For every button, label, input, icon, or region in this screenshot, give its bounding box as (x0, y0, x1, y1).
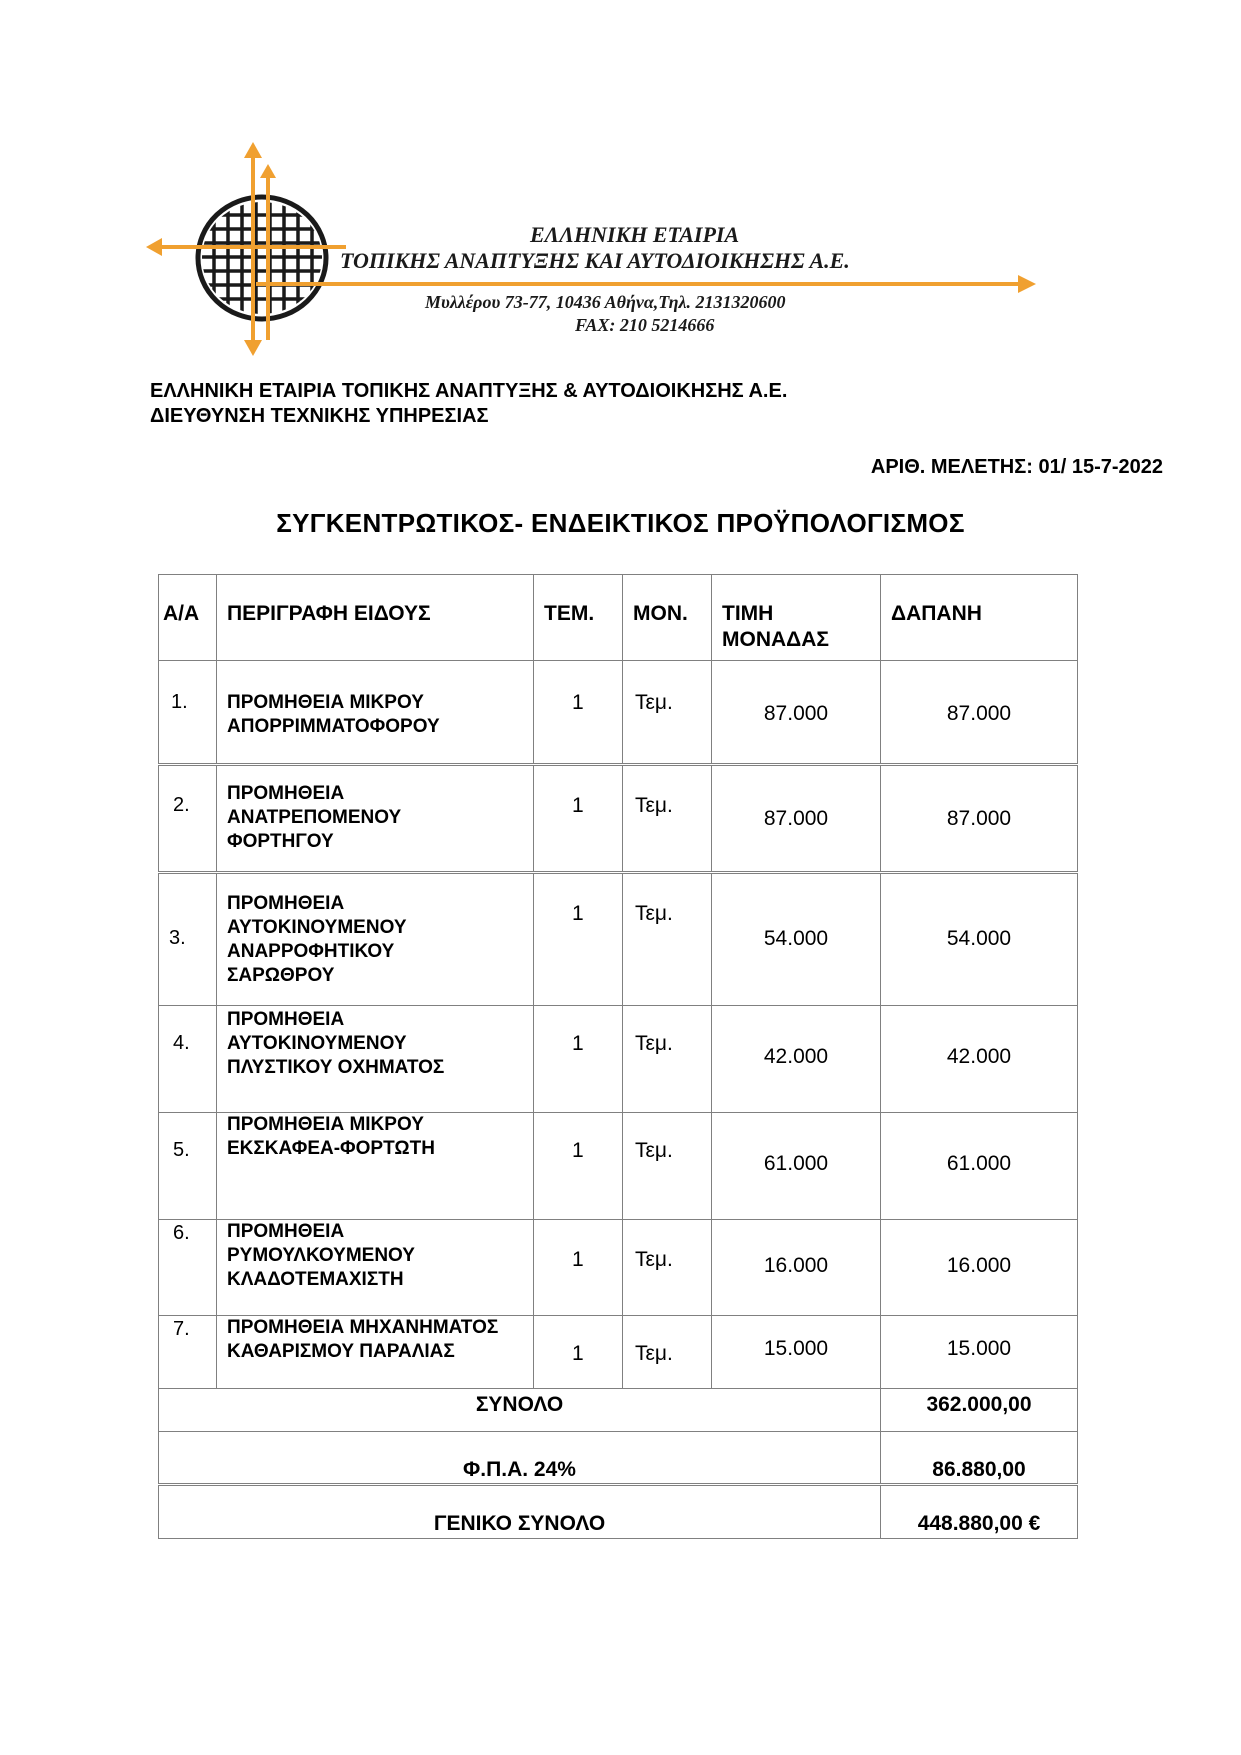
globe-icon (198, 197, 326, 322)
item-qty: 1 (572, 1248, 584, 1271)
organization-name: ΕΛΛΗΝΙΚΗ ΕΤΑΙΡΙΑ ΤΟΠΙΚΗΣ ΑΝΑΠΤΥΞΗΣ & ΑΥΤΟΔΙΟΙΚΗΣΗΣ Α.Ε. (150, 380, 788, 402)
item-qty: 1 (572, 794, 584, 817)
item-cost: 87.000 (946, 807, 1012, 830)
item-description: ΠΡΟΜΗΘΕΙΑ ΜΙΚΡΟΥ ΕΚΣΚΑΦΕΑ-ΦΟΡΤΩΤΗ (227, 1114, 435, 1159)
item-qty: 1 (572, 902, 584, 925)
item-qty: 1 (572, 1139, 584, 1162)
item-unit: Τεμ. (635, 794, 673, 817)
item-cost: 54.000 (946, 927, 1012, 950)
letterhead-address: Μυλλέρου 73-77, 10436 Αθήνα,Τηλ. 2131320600 (425, 292, 786, 312)
vat-value: 86.880,00 (932, 1458, 1026, 1481)
item-description: ΠΡΟΜΗΘΕΙΑ ΜΗΧΑΝΗΜΑΤΟΣ ΚΑΘΑΡΙΣΜΟΥ ΠΑΡΑΛΙΑΣ (227, 1317, 499, 1362)
item-cost: 87.000 (946, 702, 1012, 725)
table-row (159, 1113, 1078, 1220)
header-unit-price: ΤΙΜΗ ΜΟΝΑΔΑΣ (722, 602, 830, 651)
grand-total-label: ΓΕΝΙΚΟ ΣΥΝΟΛΟ (433, 1512, 606, 1535)
total-row (159, 1389, 1078, 1432)
item-unit: Τεμ. (635, 1342, 673, 1365)
table-row (159, 661, 1078, 765)
item-unit-price: 54.000 (763, 927, 829, 950)
item-unit-price: 16.000 (763, 1254, 829, 1277)
header-cell (217, 575, 534, 661)
item-cost: 42.000 (946, 1045, 1012, 1068)
table-row (159, 1220, 1078, 1316)
grand-total-value: 448.880,00 € (917, 1512, 1041, 1535)
item-unit: Τεμ. (635, 1139, 673, 1162)
table-row (159, 873, 1078, 1006)
item-unit: Τεμ. (635, 1032, 673, 1055)
header-cell (623, 575, 712, 661)
item-description: ΠΡΟΜΗΘΕΙΑ ΡΥΜΟΥΛΚΟΥΜΕΝΟΥ ΚΛΑΔΟΤΕΜΑΧΙΣΤΗ (227, 1221, 415, 1290)
vat-row (159, 1432, 1078, 1485)
letterhead-company-line2: ΤΟΠΙΚΗΣ ΑΝΑΠΤΥΞΗΣ ΚΑΙ ΑΥΤΟΔΙΟΙΚΗΣΗΣ Α.Ε. (340, 248, 850, 273)
header-unit: ΜΟΝ. (633, 602, 688, 625)
row-number: 1. (171, 691, 188, 713)
header-qty: ΤΕΜ. (544, 602, 595, 625)
total-value: 362.000,00 (926, 1393, 1032, 1416)
header-cell (159, 575, 217, 661)
study-number: ΑΡΙΘ. ΜΕΛΕΤΗΣ: 01/ 15-7-2022 (870, 456, 1163, 478)
item-qty: 1 (572, 691, 584, 714)
item-unit: Τεμ. (635, 902, 673, 925)
item-description: ΠΡΟΜΗΘΕΙΑ ΑΥΤΟΚΙΝΟΥΜΕΝΟΥ ΑΝΑΡΡΟΦΗΤΙΚΟΥ ΣΑΡΩΘΡΟΥ (227, 893, 407, 986)
item-qty: 1 (572, 1342, 584, 1365)
document-title: ΣΥΓΚΕΝΤΡΩΤΙΚΟΣ- ΕΝΔΕΙΚΤΙΚΟΣ ΠΡΟΫΠΟΛΟΓΙΣΜΟΣ (276, 508, 965, 538)
row-number: 6. (173, 1222, 190, 1244)
item-unit-price: 87.000 (763, 807, 829, 830)
table-header-row (159, 575, 1078, 661)
item-unit: Τεμ. (635, 1248, 673, 1271)
header-cell (881, 575, 1078, 661)
table-row (159, 765, 1078, 873)
total-label: ΣΥΝΟΛΟ (475, 1393, 564, 1416)
item-unit-price: 87.000 (763, 702, 829, 725)
row-number: 5. (173, 1139, 190, 1161)
vat-label: Φ.Π.Α. 24% (463, 1458, 576, 1481)
row-number: 4. (173, 1032, 190, 1054)
header-cell (712, 575, 881, 661)
item-cost: 61.000 (946, 1152, 1012, 1175)
item-unit-price: 42.000 (763, 1045, 829, 1068)
header-aa: Α/Α (163, 602, 200, 625)
row-number: 7. (173, 1318, 190, 1340)
item-unit-price: 61.000 (763, 1152, 829, 1175)
row-number: 3. (169, 927, 186, 949)
header-description: ΠΕΡΙΓΡΑΦΗ ΕΙΔΟΥΣ (227, 602, 431, 625)
item-description: ΠΡΟΜΗΘΕΙΑ ΜΙΚΡΟΥ ΑΠΟΡΡΙΜΜΑΤΟΦΟΡΟΥ (227, 692, 440, 737)
item-unit-price: 15.000 (763, 1337, 829, 1360)
table-row (159, 1316, 1078, 1389)
letterhead-company-line1: ΕΛΛΗΝΙΚΗ ΕΤΑΙΡΙΑ (530, 222, 740, 247)
item-description: ΠΡΟΜΗΘΕΙΑ ΑΥΤΟΚΙΝΟΥΜΕΝΟΥ ΠΛΥΣΤΙΚΟΥ ΟΧΗΜΑΤΟΣ (227, 1009, 445, 1078)
header-cost: ΔΑΠΑΝΗ (891, 602, 982, 625)
header-cell (534, 575, 623, 661)
table-row (159, 1006, 1078, 1113)
item-unit: Τεμ. (635, 691, 673, 714)
item-description: ΠΡΟΜΗΘΕΙΑ ΑΝΑΤΡΕΠΟΜΕΝΟΥ ΦΟΡΤΗΓΟΥ (227, 783, 402, 852)
grand-total-row (159, 1485, 1078, 1539)
item-cost: 16.000 (946, 1254, 1012, 1277)
department-name: ΔΙΕΥΘΥΝΣΗ ΤΕΧΝΙΚΗΣ ΥΠΗΡΕΣΙΑΣ (150, 405, 489, 427)
budget-table (158, 574, 1078, 1539)
letterhead-fax: FAX: 210 5214666 (575, 315, 715, 335)
item-qty: 1 (572, 1032, 584, 1055)
item-cost: 15.000 (946, 1337, 1012, 1360)
row-number: 2. (173, 794, 190, 816)
